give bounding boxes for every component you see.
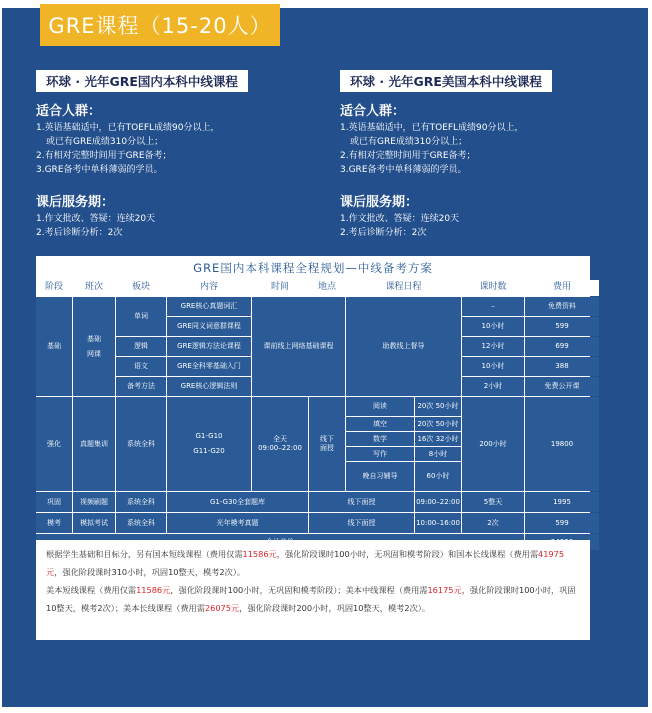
- time-line: 09:00–22:00: [258, 444, 302, 452]
- page-title: GRE课程（15-20人）: [40, 4, 280, 46]
- header-hours: 课时数: [462, 280, 524, 296]
- note-text: ，强化阶段课时200小时，巩固10整天，模考2次）。: [239, 603, 431, 613]
- class-basic: [73, 297, 115, 396]
- time-line: 全天: [273, 435, 287, 444]
- stage-intensive: 强化: [36, 397, 72, 491]
- class-basic-line: 基础: [87, 334, 101, 343]
- audience-line: 或已有GRE成绩310分以上；: [46, 137, 164, 147]
- content-cell: GRE全科零基础入门: [167, 357, 251, 376]
- place-consolidate: 线下面授: [309, 492, 414, 512]
- hours-cell: 10小时: [462, 357, 524, 376]
- intensive-item-value: 60小时: [415, 462, 461, 491]
- header-fee: 费用: [525, 280, 599, 296]
- stage-mock: 模考: [36, 513, 72, 533]
- fee-mock: 599: [525, 513, 599, 533]
- schedule-grid: [36, 280, 590, 550]
- content-mock: 光年模考真题: [167, 513, 308, 533]
- audience-line: 2.有相对完整时间用于GRE备考；: [340, 151, 476, 161]
- course-info-domestic: [36, 100, 326, 240]
- place-line: 面授: [320, 444, 334, 452]
- module-consolidate: 系统全科: [116, 492, 166, 512]
- schedule-table: [36, 256, 590, 532]
- table-title: GRE国内本科课程全程规划—中线备考方案: [193, 261, 433, 275]
- note-text: ，强化阶段课时100小时，无巩固和模考阶段）；美本中线课程（费用需: [170, 585, 428, 595]
- content-consolidate: G1-G30全套题库: [167, 492, 308, 512]
- hours-mock: 2次: [462, 513, 524, 533]
- audience-line: 1.英语基础适中，已有TOEFL成绩90分以上，: [36, 123, 220, 133]
- content-intensive: [167, 397, 251, 491]
- schedule-basic: 助教线上督导: [346, 297, 461, 396]
- header-time: 时间: [252, 280, 308, 296]
- schedule-mock: 10:00–16:00: [415, 513, 461, 533]
- note-price: 11586元: [136, 585, 171, 595]
- fee-intensive: 19800: [525, 397, 599, 491]
- note-text: ，强化阶段课时100小时，无巩固和模考阶段）和国本长线课程（费用需: [276, 549, 539, 559]
- service-line: 2.考后诊断分析：2次: [36, 228, 123, 238]
- course-tag-domestic: 环球 · 光年GRE国内本科中线课程: [36, 70, 248, 92]
- stage-basic: 基础: [36, 297, 72, 396]
- intensive-item-value: 20次 50小时: [415, 417, 461, 431]
- module-cell: 语文: [116, 357, 166, 376]
- note-price: 11586元: [242, 549, 277, 559]
- hours-consolidate: 5整天: [462, 492, 524, 512]
- note-text: ，强化阶段课时310小时，巩固10整天，模考2次）。: [54, 567, 246, 577]
- note-text: 根据学生基础和目标分，另有国本短线课程（费用仅需: [46, 549, 243, 559]
- hours-cell: 2小时: [462, 377, 524, 396]
- module-intensive: 系统全科: [116, 397, 166, 491]
- content-cell: GRE逻辑方法论课程: [167, 337, 251, 356]
- stage-consolidate: 巩固: [36, 492, 72, 512]
- module-cell: 备考方法: [116, 377, 166, 396]
- note-price: 16175元: [427, 585, 462, 595]
- intensive-item-name: 晚自习辅导: [346, 462, 414, 491]
- schedule-consolidate: 09:00–22:00: [415, 492, 461, 512]
- content-cell: GRE同义词意群课程: [167, 317, 251, 336]
- header-place: 地点: [309, 280, 345, 296]
- intensive-item-name: 数学: [346, 432, 414, 446]
- intensive-item-name: 填空: [346, 417, 414, 431]
- hours-intensive: 200小时: [462, 397, 524, 491]
- intensive-item-name: 写作: [346, 447, 414, 461]
- module-mock: 系统全科: [116, 513, 166, 533]
- notes-box: [36, 540, 590, 640]
- audience-heading: 适合人群：: [340, 104, 406, 119]
- notes-paragraph-us: [46, 581, 580, 617]
- note-price: 41975元: [46, 549, 565, 577]
- hours-cell: –: [462, 297, 524, 316]
- content-line: G11-G20: [193, 447, 225, 455]
- note-text: ，强化阶段课时100小时，巩固10整天，模考2次）；美本长线课程（费用需: [46, 585, 576, 613]
- time-place-basic: 课前线上网络基础课程: [252, 297, 345, 396]
- intensive-item-value: 20次 50小时: [415, 397, 461, 416]
- service-heading: 课后服务期：: [340, 195, 419, 210]
- audience-line: 1.英语基础适中，已有TOEFL成绩90分以上，: [340, 123, 524, 133]
- place-line: 线下: [320, 435, 334, 444]
- fee-cell: 599: [525, 317, 599, 336]
- place-intensive: [309, 397, 345, 491]
- class-basic-line: 网课: [87, 349, 101, 358]
- fee-cell: 免费资料: [525, 297, 599, 316]
- content-cell: GRE核心逻辑法则: [167, 377, 251, 396]
- course-tag-us: 环球 · 光年GRE美国本科中线课程: [340, 70, 552, 92]
- note-text: 美本短线课程（费用仅需: [46, 585, 137, 595]
- content-cell: GRE核心真题词汇: [167, 297, 251, 316]
- intensive-item-name: 阅读: [346, 397, 414, 416]
- fee-consolidate: 1995: [525, 492, 599, 512]
- audience-line: 2.有相对完整时间用于GRE备考；: [36, 151, 172, 161]
- fee-cell: 388: [525, 357, 599, 376]
- hours-cell: 12小时: [462, 337, 524, 356]
- service-line: 1.作文批改、答疑：连续20天: [340, 214, 460, 224]
- service-line: 1.作文批改、答疑：连续20天: [36, 214, 156, 224]
- header-schedule: 课程日程: [346, 280, 461, 296]
- header-content: 内容: [167, 280, 251, 296]
- fee-cell: 699: [525, 337, 599, 356]
- audience-line: 或已有GRE成绩310分以上；: [350, 137, 468, 147]
- header-stage: 阶段: [36, 280, 72, 296]
- class-intensive: 真题集训: [73, 397, 115, 491]
- intensive-item-value: 8小时: [415, 447, 461, 461]
- hours-cell: 10小时: [462, 317, 524, 336]
- service-heading: 课后服务期：: [36, 195, 115, 210]
- module-cell: 单词: [116, 297, 166, 336]
- note-price: 26075元: [204, 603, 240, 613]
- content-line: G1-G10: [195, 432, 223, 441]
- audience-heading: 适合人群：: [36, 104, 102, 119]
- service-line: 2.考后诊断分析：2次: [340, 228, 427, 238]
- fee-cell: 免费公开课: [525, 377, 599, 396]
- header-module: 板块: [116, 280, 166, 296]
- place-mock: 线下面授: [309, 513, 414, 533]
- header-class: 班次: [73, 280, 115, 296]
- class-consolidate: 视频刷题: [73, 492, 115, 512]
- audience-line: 3.GRE备考中单科薄弱的学员。: [36, 165, 163, 175]
- intensive-item-value: 16次 32小时: [415, 432, 461, 446]
- time-intensive: [252, 397, 308, 491]
- course-info-us: [340, 100, 630, 240]
- class-mock: 模拟考试: [73, 513, 115, 533]
- audience-line: 3.GRE备考中单科薄弱的学员。: [340, 165, 467, 175]
- notes-paragraph-domestic: [46, 545, 580, 581]
- module-cell: 逻辑: [116, 337, 166, 356]
